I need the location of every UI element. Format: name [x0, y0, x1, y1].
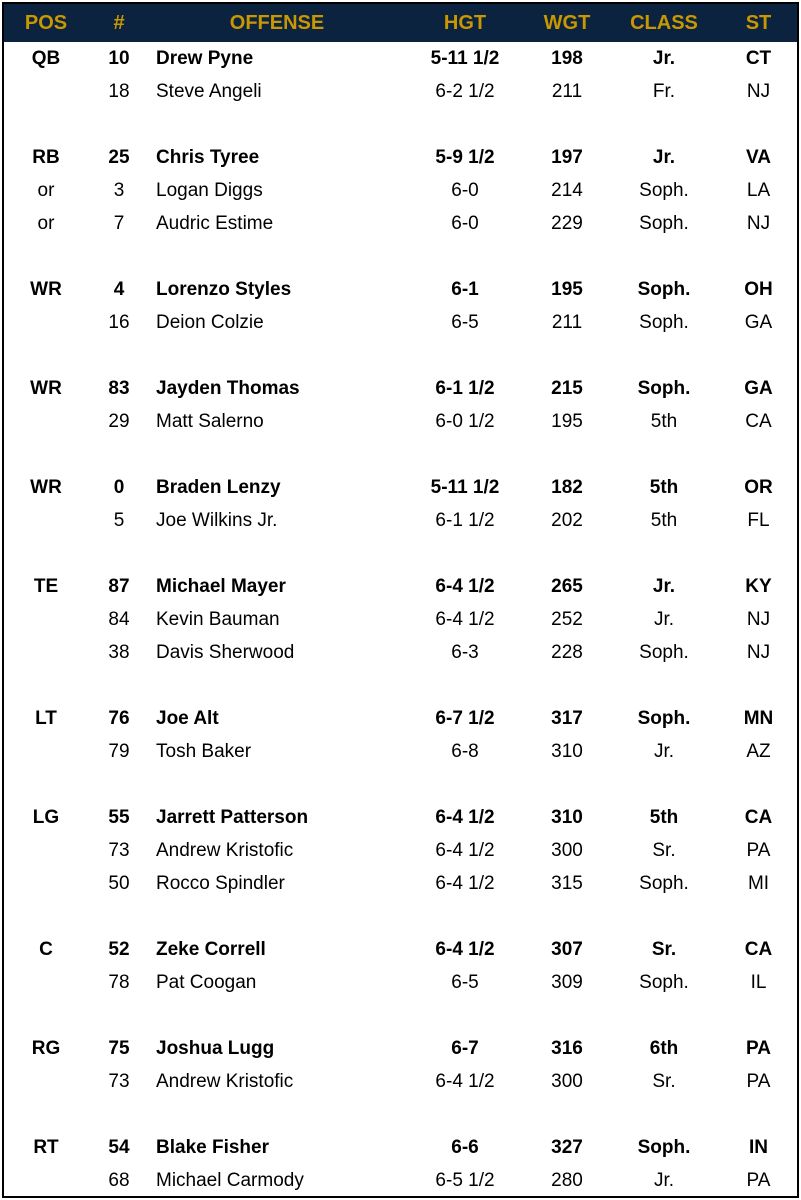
player-name: Davis Sherwood [156, 642, 295, 663]
player-height: 6-6 [451, 1137, 479, 1158]
player-weight: 252 [551, 609, 583, 630]
player-name: Andrew Kristofic [156, 1071, 294, 1092]
player-weight: 197 [551, 147, 583, 168]
player-number: 76 [108, 708, 130, 729]
group-spacer [4, 669, 797, 702]
player-position [4, 1164, 88, 1197]
player-height: 5-11 1/2 [430, 477, 500, 498]
player-number: 52 [108, 939, 130, 960]
backup-row [4, 603, 797, 636]
player-weight: 315 [551, 873, 583, 894]
player-position [4, 405, 88, 438]
group-spacer [4, 537, 797, 570]
player-name: Jayden Thomas [156, 378, 300, 399]
header-row [4, 4, 797, 42]
starter-row [4, 570, 797, 603]
player-name: Joe Alt [156, 708, 219, 729]
player-state: GA [744, 378, 773, 399]
backup-row [4, 735, 797, 768]
player-weight: 300 [551, 840, 583, 861]
player-class: Sr. [652, 840, 676, 861]
player-height: 6-8 [451, 741, 479, 762]
player-state: MI [747, 873, 770, 894]
player-position [4, 306, 88, 339]
backup-row [4, 306, 797, 339]
player-name: Drew Pyne [156, 48, 254, 69]
player-weight: 198 [551, 48, 583, 69]
player-class: Jr. [653, 1170, 675, 1191]
player-position [4, 603, 88, 636]
spacer-cell [4, 108, 797, 141]
player-weight: 310 [551, 807, 583, 828]
player-position: or [37, 180, 55, 201]
player-state: CT [745, 48, 772, 69]
starter-row [4, 273, 797, 306]
player-name: Andrew Kristofic [156, 840, 294, 861]
player-position [4, 735, 88, 768]
player-number: 3 [113, 180, 125, 201]
header-state: ST [745, 11, 772, 34]
spacer-cell [4, 240, 797, 273]
player-state: PA [746, 1038, 771, 1059]
header-number: # [113, 11, 125, 34]
player-height: 6-1 1/2 [435, 378, 495, 399]
player-position: TE [33, 576, 59, 597]
player-class: Soph. [637, 708, 691, 729]
player-number: 79 [108, 741, 130, 762]
header-height: HGT [443, 11, 487, 34]
player-weight: 316 [551, 1038, 583, 1059]
group-spacer [4, 999, 797, 1032]
group-spacer [4, 1098, 797, 1131]
player-name: Kevin Bauman [156, 609, 280, 630]
player-class: Soph. [637, 279, 691, 300]
spacer-cell [4, 537, 797, 570]
player-state: OH [744, 279, 773, 300]
player-name: Joshua Lugg [156, 1038, 275, 1059]
backup-row [4, 75, 797, 108]
player-class: Jr. [652, 576, 676, 597]
player-name: Pat Coogan [156, 972, 257, 993]
player-weight: 215 [551, 378, 583, 399]
player-position: QB [31, 48, 61, 69]
player-state: VA [746, 147, 771, 168]
player-position [4, 504, 88, 537]
player-class: Soph. [639, 873, 689, 894]
player-position: RG [31, 1038, 61, 1059]
player-name: Blake Fisher [156, 1137, 269, 1158]
player-number: 73 [108, 840, 130, 861]
spacer-cell [4, 669, 797, 702]
player-name: Logan Diggs [156, 180, 263, 201]
player-state: CA [744, 939, 773, 960]
player-state: IN [749, 1137, 768, 1158]
player-weight: 310 [551, 741, 583, 762]
player-height: 6-3 [451, 642, 479, 663]
player-name: Steve Angeli [156, 81, 262, 102]
player-height: 5-11 1/2 [430, 48, 500, 69]
depth-chart [2, 2, 799, 1198]
player-state: GA [744, 312, 773, 333]
starter-row [4, 471, 797, 504]
player-state: IL [750, 972, 767, 993]
spacer-cell [4, 768, 797, 801]
player-name: Jarrett Patterson [156, 807, 309, 828]
player-state: NJ [746, 642, 771, 663]
player-position [4, 636, 88, 669]
group-spacer [4, 438, 797, 471]
player-number: 16 [108, 312, 130, 333]
player-class: Soph. [639, 642, 689, 663]
player-class: 5th [649, 477, 679, 498]
player-name: Michael Carmody [156, 1170, 304, 1191]
player-weight: 195 [551, 411, 583, 432]
player-state: KY [745, 576, 772, 597]
starter-row [4, 1032, 797, 1065]
backup-row [4, 867, 797, 900]
spacer-cell [4, 999, 797, 1032]
player-height: 6-0 [451, 213, 479, 234]
player-height: 6-7 [451, 1038, 479, 1059]
player-weight: 211 [551, 312, 583, 333]
player-name: Rocco Spindler [156, 873, 285, 894]
player-weight: 202 [551, 510, 583, 531]
player-class: Jr. [652, 147, 676, 168]
group-spacer [4, 768, 797, 801]
player-position: WR [30, 477, 62, 498]
player-name: Matt Salerno [156, 411, 264, 432]
group-spacer [4, 900, 797, 933]
player-state: MN [743, 708, 774, 729]
player-class: 5th [650, 510, 678, 531]
player-name: Audric Estime [156, 213, 274, 234]
starter-row [4, 702, 797, 735]
player-number: 29 [108, 411, 130, 432]
starter-row [4, 1131, 797, 1164]
player-position [4, 966, 88, 999]
player-class: Soph. [637, 1137, 691, 1158]
player-height: 6-5 [451, 972, 479, 993]
player-number: 50 [108, 873, 130, 894]
player-height: 5-9 1/2 [435, 147, 495, 168]
backup-row [4, 405, 797, 438]
player-state: PA [746, 1071, 771, 1092]
player-number: 7 [113, 213, 125, 234]
player-position [4, 867, 88, 900]
player-position: RB [32, 147, 60, 168]
spacer-cell [4, 438, 797, 471]
backup-row [4, 1164, 797, 1197]
player-number: 73 [108, 1071, 130, 1092]
spacer-cell [4, 900, 797, 933]
player-state: NJ [746, 213, 771, 234]
player-position: C [39, 939, 53, 960]
player-number: 5 [113, 510, 125, 531]
player-class: Jr. [653, 741, 675, 762]
player-height: 6-4 1/2 [435, 939, 495, 960]
player-position: LG [32, 807, 60, 828]
header-weight: WGT [543, 11, 591, 34]
player-number: 68 [108, 1170, 130, 1191]
player-number: 75 [108, 1038, 130, 1059]
player-position: WR [30, 279, 62, 300]
player-height: 6-2 1/2 [435, 81, 495, 102]
player-number: 0 [113, 477, 125, 498]
player-number: 55 [108, 807, 130, 828]
player-weight: 214 [551, 180, 583, 201]
depth-chart-table [4, 4, 797, 1197]
player-weight: 228 [551, 642, 583, 663]
player-name: Tosh Baker [156, 741, 252, 762]
player-height: 6-5 1/2 [435, 1170, 495, 1191]
player-class: Soph. [639, 213, 689, 234]
player-class: Jr. [653, 609, 675, 630]
player-weight: 317 [551, 708, 583, 729]
player-state: CA [745, 411, 772, 432]
player-height: 6-1 1/2 [435, 510, 495, 531]
backup-row [4, 207, 797, 240]
starter-row [4, 42, 797, 75]
player-height: 6-0 1/2 [435, 411, 495, 432]
player-state: AZ [746, 741, 771, 762]
player-number: 78 [108, 972, 130, 993]
player-weight: 309 [551, 972, 583, 993]
player-height: 6-4 1/2 [435, 576, 495, 597]
player-class: Sr. [652, 1071, 676, 1092]
player-number: 18 [108, 81, 130, 102]
player-height: 6-7 1/2 [435, 708, 495, 729]
player-height: 6-4 1/2 [435, 1071, 495, 1092]
starter-row [4, 933, 797, 966]
player-class: 6th [649, 1038, 679, 1059]
starter-row [4, 141, 797, 174]
player-class: Soph. [637, 378, 691, 399]
player-number: 10 [108, 48, 130, 69]
player-weight: 265 [551, 576, 583, 597]
player-weight: 195 [551, 279, 583, 300]
player-number: 54 [108, 1137, 130, 1158]
player-class: 5th [649, 807, 679, 828]
player-position [4, 75, 88, 108]
player-number: 4 [113, 279, 125, 300]
header-pos: POS [24, 11, 68, 34]
spacer-cell [4, 1098, 797, 1131]
backup-row [4, 966, 797, 999]
backup-row [4, 504, 797, 537]
player-height: 6-4 1/2 [435, 609, 495, 630]
player-name: Joe Wilkins Jr. [156, 510, 278, 531]
player-class: Jr. [652, 48, 676, 69]
player-position [4, 834, 88, 867]
player-position: or [37, 213, 55, 234]
player-class: 5th [650, 411, 678, 432]
player-state: NJ [746, 609, 771, 630]
player-name: Michael Mayer [156, 576, 286, 597]
player-height: 6-4 1/2 [435, 807, 495, 828]
starter-row [4, 372, 797, 405]
header-offense: OFFENSE [229, 11, 325, 34]
player-number: 38 [108, 642, 130, 663]
player-number: 83 [108, 378, 130, 399]
player-weight: 307 [551, 939, 583, 960]
player-position: RT [33, 1137, 59, 1158]
player-height: 6-4 1/2 [435, 873, 495, 894]
player-name: Chris Tyree [156, 147, 260, 168]
player-weight: 327 [551, 1137, 583, 1158]
player-name: Zeke Correll [156, 939, 266, 960]
header-class: CLASS [630, 11, 698, 34]
player-name: Deion Colzie [156, 312, 264, 333]
player-class: Fr. [652, 81, 676, 102]
roster-body [4, 42, 797, 1197]
group-spacer [4, 240, 797, 273]
player-class: Soph. [639, 180, 689, 201]
group-spacer [4, 108, 797, 141]
player-name: Lorenzo Styles [156, 279, 292, 300]
player-position [4, 1065, 88, 1098]
starter-row [4, 801, 797, 834]
backup-row [4, 834, 797, 867]
player-state: CA [744, 807, 773, 828]
player-height: 6-4 1/2 [435, 840, 495, 861]
player-number: 87 [108, 576, 130, 597]
player-height: 6-0 [451, 180, 479, 201]
player-position: WR [30, 378, 62, 399]
player-state: OR [744, 477, 773, 498]
backup-row [4, 1065, 797, 1098]
player-class: Soph. [639, 972, 689, 993]
player-class: Soph. [639, 312, 689, 333]
backup-row [4, 636, 797, 669]
player-state: PA [746, 840, 771, 861]
player-state: NJ [746, 81, 771, 102]
player-state: FL [747, 510, 770, 531]
backup-row [4, 174, 797, 207]
player-weight: 300 [551, 1071, 583, 1092]
player-height: 6-5 [451, 312, 479, 333]
group-spacer [4, 339, 797, 372]
player-state: LA [746, 180, 771, 201]
player-weight: 211 [551, 81, 583, 102]
player-class: Sr. [651, 939, 677, 960]
player-weight: 280 [551, 1170, 583, 1191]
spacer-cell [4, 339, 797, 372]
player-weight: 229 [551, 213, 583, 234]
player-weight: 182 [551, 477, 583, 498]
player-state: PA [746, 1170, 771, 1191]
player-number: 25 [108, 147, 130, 168]
player-number: 84 [108, 609, 130, 630]
player-height: 6-1 [451, 279, 479, 300]
player-name: Braden Lenzy [156, 477, 281, 498]
player-position: LT [35, 708, 57, 729]
